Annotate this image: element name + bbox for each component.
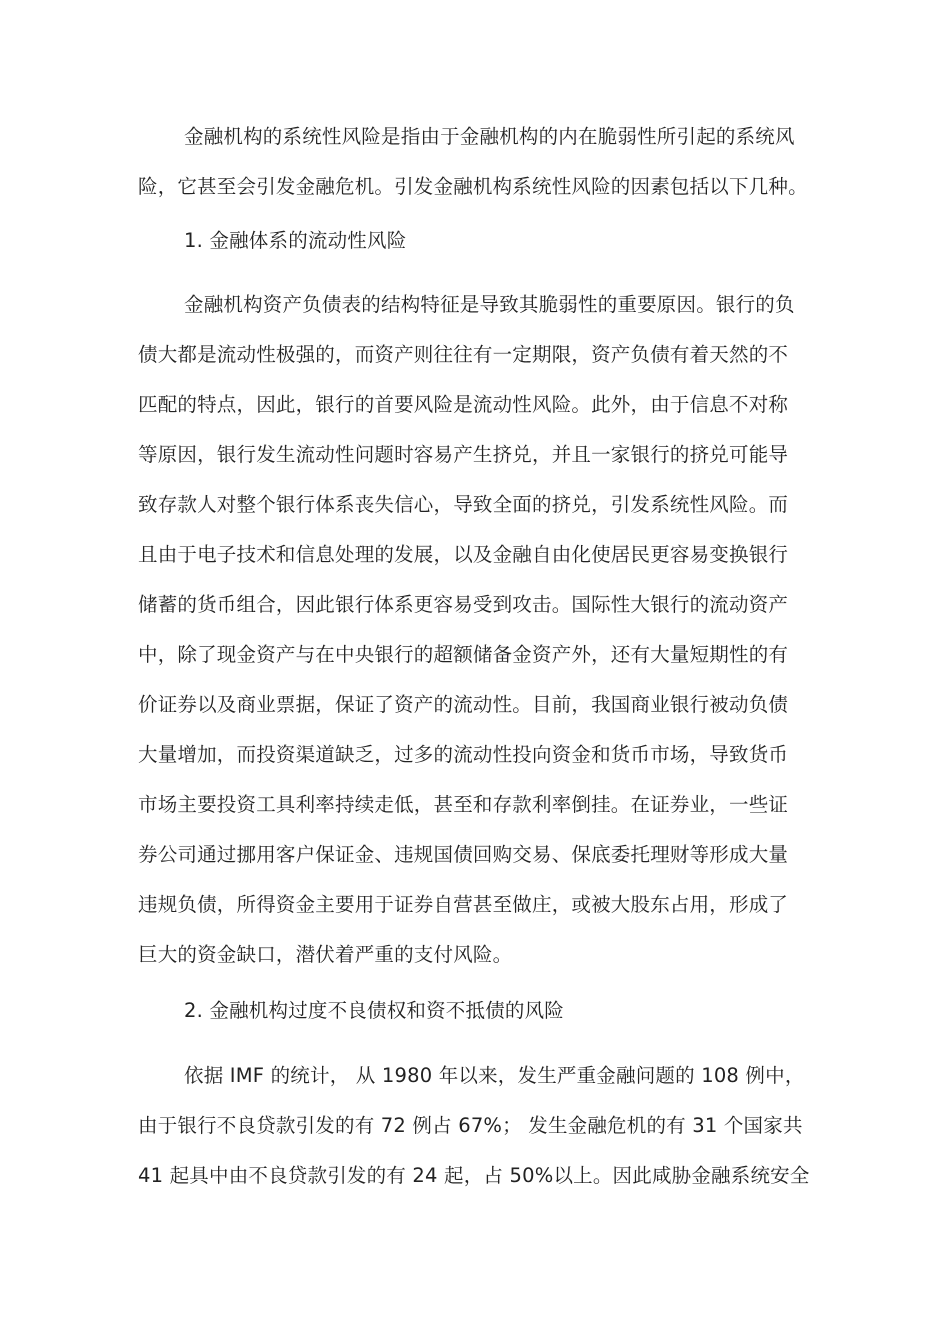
section-heading-1 xyxy=(138,216,810,266)
text-line: 致存款人对整个银行体系丧失信心，导致全面的挤兑，引发系统性风险。而 xyxy=(138,493,789,516)
text-line: 41 起具中由不良贷款引发的有 24 起，占 50%以上。因此咸胁金融系统安全 xyxy=(138,1164,810,1187)
text-line: 等原因，银行发生流动性问题时容易产生挤兑，并且一家银行的挤兑可能导 xyxy=(138,443,789,466)
text-line: 匹配的特点，因此，银行的首要风险是流动性风险。此外，由于信息不对称 xyxy=(138,393,789,416)
text-line: 债大都是流动性极强的，而资产则往往有一定期限，资产负债有着天然的不 xyxy=(138,343,789,366)
heading-text: 1. 金融体系的流动性风险 xyxy=(184,229,407,252)
intro-paragraph xyxy=(138,112,810,212)
text-line: 且由于电子技术和信息处理的发展，以及金融自由化使居民更容易变换银行 xyxy=(138,543,789,566)
text-line: 市场主要投资工具利率持续走低，甚至和存款利率倒挂。在证券业，一些证 xyxy=(138,793,789,816)
text-line: 险，它甚至会引发金融危机。引发金融机构系统性风险的因素包括以下几种。 xyxy=(138,175,808,198)
text-line: 依据 IMF 的统计， 从 1980 年以来，发生严重金融问题的 108 例中， xyxy=(184,1064,805,1087)
heading-text: 2. 金融机构过度不良债权和资不抵债的风险 xyxy=(184,999,565,1022)
text-line: 金融机构资产负债表的结构特征是导致其脆弱性的重要原因。银行的负 xyxy=(184,293,795,316)
text-line: 大量增加，而投资渠道缺乏，过多的流动性投向资金和货币市场，导致货币 xyxy=(138,743,789,766)
text-line: 由于银行不良贷款引发的有 72 例占 67%； 发生金融危机的有 31 个国家共 xyxy=(138,1114,803,1137)
text-line: 巨大的资金缺口，潜伏着严重的支付风险。 xyxy=(138,943,513,966)
section2-paragraph xyxy=(138,1051,810,1201)
text-line: 中，除了现金资产与在中央银行的超额储备金资产外，还有大量短期性的有 xyxy=(138,643,789,666)
text-line: 金融机构的系统性风险是指由于金融机构的内在脆弱性所引起的系统风 xyxy=(184,125,795,148)
text-line: 违规负债，所得资金主要用于证券自营甚至做庄，或被大股东占用，形成了 xyxy=(138,893,789,916)
section1-paragraph xyxy=(138,280,810,980)
text-line: 储蓄的货币组合，因此银行体系更容易受到攻击。国际性大银行的流动资产 xyxy=(138,593,789,616)
section-heading-2 xyxy=(138,986,810,1036)
text-line: 券公司通过挪用客户保证金、违规国债回购交易、保底委托理财等形成大量 xyxy=(138,843,789,866)
text-line: 价证券以及商业票据，保证了资产的流动性。目前，我国商业银行被动负债 xyxy=(138,693,789,716)
